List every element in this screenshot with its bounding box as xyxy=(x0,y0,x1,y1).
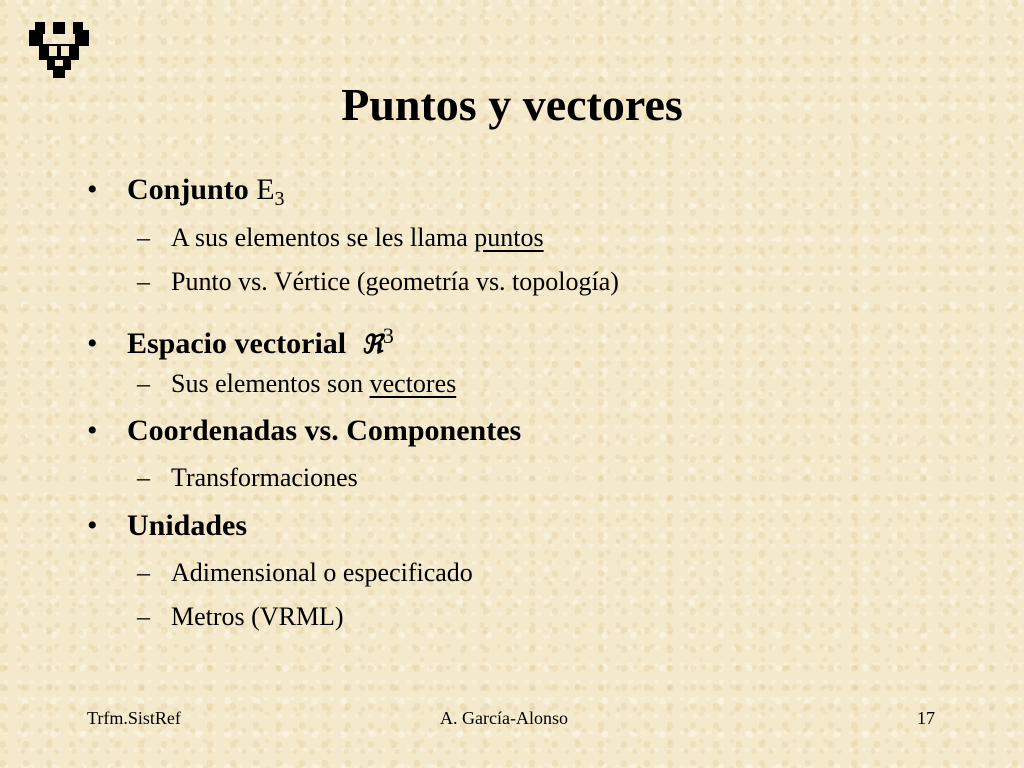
upv-ehu-logo-icon xyxy=(27,20,91,80)
sub-item-text: Metros (VRML) xyxy=(171,602,344,631)
sub-item-text: Transformaciones xyxy=(171,463,358,492)
underlined-term-vectores: vectores xyxy=(369,369,457,398)
real-symbol: ℜ xyxy=(361,330,383,360)
bullet-label: Unidades xyxy=(127,509,248,542)
bullet-label: Espacio vectorial xyxy=(127,327,347,360)
dash-mark: – xyxy=(137,369,150,398)
sub-item-vectores xyxy=(137,368,456,400)
dash-mark: – xyxy=(137,223,150,252)
bullet-label: Conjunto xyxy=(127,173,249,206)
bullet-mark: • xyxy=(87,327,98,360)
sub-item-text: A sus elementos se les llama xyxy=(171,223,475,252)
set-subscript: 3 xyxy=(274,188,285,210)
bullet-label: Coordenadas vs. Componentes xyxy=(127,414,522,447)
sub-item-punto-vertice xyxy=(137,266,619,298)
footer-author: A. García-Alonso xyxy=(440,708,568,728)
sub-item-text: Sus elementos son xyxy=(171,369,370,398)
dash-mark: – xyxy=(137,267,150,296)
footer-course: Trfm.SistRef xyxy=(87,708,181,728)
sub-item-adimensional xyxy=(137,557,473,589)
bullet-mark: • xyxy=(87,509,98,542)
sub-item-text: Adimensional o especificado xyxy=(171,558,473,587)
bullet-coordenadas xyxy=(87,413,521,449)
dash-mark: – xyxy=(137,558,150,587)
sub-item-puntos xyxy=(137,222,544,254)
sub-item-metros xyxy=(137,601,344,633)
underlined-term-puntos: puntos xyxy=(474,223,544,252)
slide-title: Puntos y vectores xyxy=(341,79,683,130)
page-number: 17 xyxy=(917,708,935,728)
real-space-symbol xyxy=(361,323,394,360)
bullet-mark: • xyxy=(87,414,98,447)
sub-item-transformaciones xyxy=(137,462,358,494)
bullet-espacio-vectorial xyxy=(87,318,394,363)
set-symbol: E xyxy=(256,173,275,206)
real-superscript: 3 xyxy=(382,323,394,348)
sub-item-text: Punto vs. Vértice (geometría vs. topología) xyxy=(171,267,619,296)
bullet-unidades xyxy=(87,508,247,544)
dash-mark: – xyxy=(137,463,150,492)
bullet-conjunto xyxy=(87,172,285,217)
bullet-mark: • xyxy=(87,173,98,206)
dash-mark: – xyxy=(137,602,150,631)
